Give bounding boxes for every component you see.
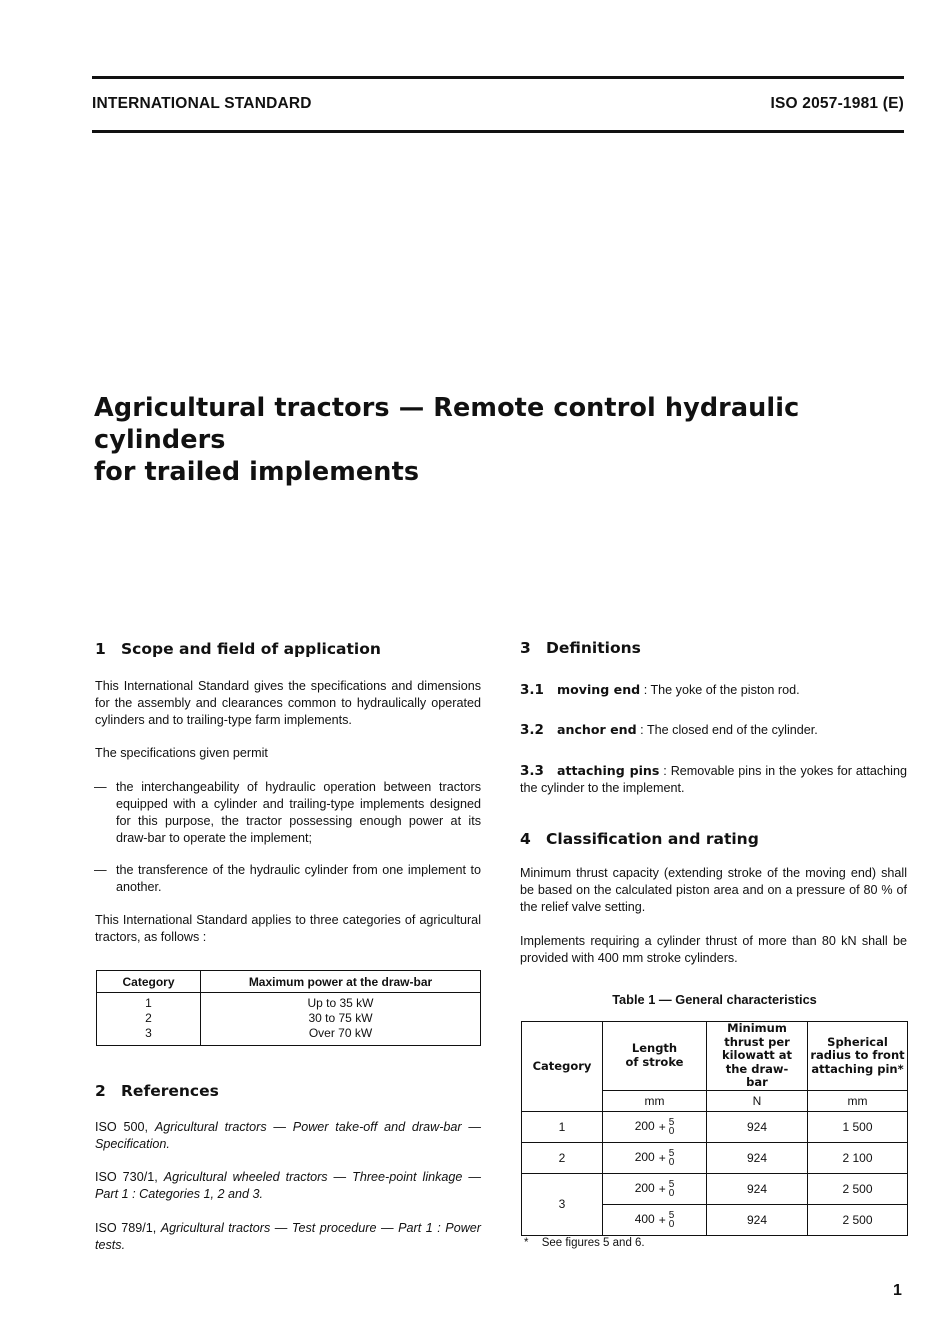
- section-3-number: 3: [520, 639, 531, 657]
- footnote-text: See figures 5 and 6.: [541, 1237, 645, 1249]
- document-title: [94, 392, 924, 488]
- tolerance-lower: 0: [668, 1187, 675, 1199]
- spherical-radius-header: [808, 1022, 908, 1091]
- page-number: 1: [893, 1282, 902, 1299]
- stroke-cell: [603, 1142, 707, 1173]
- definition-number: 3.3: [520, 763, 544, 779]
- category-header: Category: [97, 971, 201, 993]
- reference-item: [95, 1220, 481, 1254]
- reference-item: [95, 1169, 481, 1203]
- table-cell: 924: [707, 1204, 808, 1235]
- reference-title: Agricultural tractors — Power take-off and draw-bar — Specification.: [95, 1120, 482, 1151]
- definition-term: anchor end: [557, 722, 637, 737]
- scope-list-item-1-text: the interchangeability of hydraulic operation between tractors equipped with a cylinder and trailing-type implements designed for this purpose, the tractor possessing enough power at its draw-bar to operate the implement;: [116, 780, 481, 845]
- definition-term: attaching pins: [557, 763, 660, 778]
- table-row: [97, 1011, 481, 1026]
- table-row: [522, 1111, 908, 1142]
- tolerance: [669, 1211, 675, 1229]
- table-cell: 1 500: [808, 1111, 908, 1142]
- tolerance: [669, 1149, 675, 1167]
- stroke-value: 400: [634, 1211, 655, 1226]
- top-rule: [92, 76, 904, 79]
- table-footnote: [524, 1237, 645, 1249]
- table-row: [97, 1026, 481, 1046]
- section-4-title: Classification and rating: [546, 830, 759, 848]
- table-cell: 1: [97, 993, 201, 1012]
- category-table: [96, 970, 481, 1046]
- table-cell: 924: [707, 1173, 808, 1204]
- section-2-number: 2: [95, 1082, 106, 1100]
- unit-cell: mm: [603, 1090, 707, 1111]
- scope-list-item-2: [94, 862, 481, 896]
- unit-cell: N: [707, 1090, 808, 1111]
- reference-id: ISO 789/1,: [95, 1221, 157, 1235]
- tolerance-sign: +: [658, 1212, 666, 1227]
- stroke-value: 200: [634, 1149, 655, 1164]
- section-3-title: Definitions: [546, 639, 641, 657]
- definition-number: 3.2: [520, 722, 544, 738]
- footnote-mark: *: [524, 1237, 529, 1249]
- minimum-thrust-label: Minimum thrust per kilowatt at the draw-bar: [721, 1021, 793, 1089]
- spherical-radius-label: Spherical radius to front attaching pin*: [810, 1034, 905, 1076]
- reference-item: [95, 1119, 481, 1153]
- table-cell: 2 500: [808, 1173, 908, 1204]
- section-4-heading: [520, 830, 759, 848]
- reference-id: ISO 730/1,: [95, 1170, 158, 1184]
- section-1-title: Scope and field of application: [121, 640, 381, 658]
- definition-separator: :: [640, 683, 648, 697]
- tolerance-upper: 5: [668, 1147, 675, 1159]
- table-row: [97, 993, 481, 1012]
- tolerance-sign: +: [658, 1181, 666, 1196]
- table-cell: 3: [522, 1173, 603, 1235]
- table-cell: 2: [97, 1011, 201, 1026]
- unit-cell: mm: [808, 1090, 908, 1111]
- table-cell: 1: [522, 1111, 603, 1142]
- section-1-number: 1: [95, 640, 106, 658]
- header-standard-label: INTERNATIONAL STANDARD: [92, 95, 312, 112]
- category-header: Category: [522, 1022, 603, 1112]
- tolerance-lower: 0: [668, 1218, 675, 1230]
- tolerance-upper: 5: [668, 1116, 675, 1128]
- scope-paragraph-2: The specifications given permit: [95, 746, 268, 760]
- section-2-title: References: [121, 1082, 219, 1100]
- table-1-caption: Table 1 — General characteristics: [612, 992, 817, 1007]
- classification-paragraph-1: Minimum thrust capacity (extending stroke of the moving end) shall be based on the calculated piston area and on a pressure of 80 % of the relief valve setting.: [520, 866, 907, 914]
- table-cell: 924: [707, 1111, 808, 1142]
- tolerance-sign: +: [658, 1150, 666, 1165]
- table-cell: Up to 35 kW: [201, 993, 481, 1012]
- stroke-cell: [603, 1111, 707, 1142]
- table-cell: 3: [97, 1026, 201, 1046]
- section-4-number: 4: [520, 830, 531, 848]
- stroke-value: 200: [634, 1118, 655, 1133]
- tolerance: [669, 1180, 675, 1198]
- classification-paragraph-2: Implements requiring a cylinder thrust of more than 80 kN shall be provided with 400 mm stroke cylinders.: [520, 934, 907, 965]
- definition-term: moving end: [557, 682, 641, 697]
- tolerance-upper: 5: [668, 1178, 675, 1190]
- length-of-stroke-label: Length of stroke: [625, 1041, 684, 1069]
- scope-paragraph-3: This International Standard applies to three categories of agricultural tractors, as follows :: [95, 913, 481, 944]
- tolerance-sign: +: [658, 1119, 666, 1134]
- table-row: [522, 1142, 908, 1173]
- definition-separator: :: [659, 764, 667, 778]
- tolerance: [669, 1118, 675, 1136]
- reference-id: ISO 500,: [95, 1120, 149, 1134]
- tolerance-upper: 5: [668, 1209, 675, 1221]
- table-cell: 2 100: [808, 1142, 908, 1173]
- reference-title: Agricultural tractors — Test procedure — Part 1 : Power tests.: [95, 1221, 481, 1252]
- reference-title: Agricultural wheeled tractors — Three-point linkage — Part 1 : Categories 1, 2 and 3.: [95, 1170, 482, 1201]
- header-document-id: ISO 2057-1981 (E): [770, 95, 904, 112]
- list-dash: —: [94, 863, 107, 877]
- definition-item: [520, 681, 907, 699]
- scope-list-item-2-text: the transference of the hydraulic cylinder from one implement to another.: [116, 863, 481, 894]
- definition-text: The closed end of the cylinder.: [643, 723, 818, 737]
- header-bottom-rule: [92, 130, 904, 133]
- section-1-heading: [95, 640, 381, 658]
- definition-number: 3.1: [520, 682, 544, 698]
- stroke-value: 200: [634, 1180, 655, 1195]
- stroke-cell: [603, 1204, 707, 1235]
- general-characteristics-table: [521, 1021, 908, 1236]
- table-cell: Over 70 kW: [201, 1026, 481, 1046]
- tolerance-lower: 0: [668, 1125, 675, 1137]
- minimum-thrust-header: [707, 1022, 808, 1091]
- title-line-1: Agricultural tractors — Remote control hydraulic cylinders: [94, 393, 800, 455]
- max-power-header: Maximum power at the draw-bar: [201, 971, 481, 993]
- definition-text: Removable pins in the yokes for attaching the cylinder to the implement.: [520, 764, 907, 795]
- scope-paragraph-1: This International Standard gives the specifications and dimensions for the assembly and clearances common to hydraulically operated cylinders and to trailing-type farm implements.: [95, 679, 481, 727]
- length-of-stroke-header: [603, 1022, 707, 1091]
- definition-separator: :: [636, 723, 644, 737]
- definition-item: [520, 762, 907, 797]
- stroke-cell: [603, 1173, 707, 1204]
- definition-item: [520, 721, 907, 739]
- section-2-heading: [95, 1082, 219, 1100]
- definition-text: The yoke of the piston rod.: [647, 683, 800, 697]
- table-cell: 2: [522, 1142, 603, 1173]
- title-line-2: for trailed implements: [94, 457, 420, 487]
- table-row: [522, 1173, 908, 1204]
- scope-list-item-1: [94, 779, 481, 847]
- table-cell: 30 to 75 kW: [201, 1011, 481, 1026]
- table-cell: 924: [707, 1142, 808, 1173]
- list-dash: —: [94, 780, 107, 794]
- table-cell: 2 500: [808, 1204, 908, 1235]
- section-3-heading: [520, 639, 641, 657]
- tolerance-lower: 0: [668, 1156, 675, 1168]
